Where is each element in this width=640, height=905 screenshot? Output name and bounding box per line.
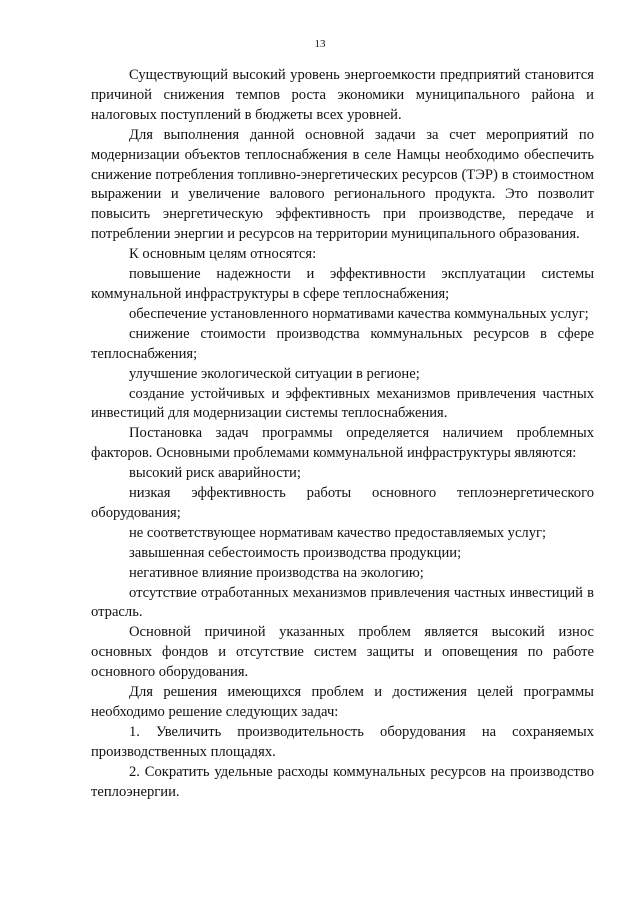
- paragraph: К основным целям относятся:: [129, 246, 317, 263]
- list-item: снижение стоимости производства коммунальных ресурсов в сфере теплоснабжения;: [91, 325, 594, 362]
- list-item: повышение надежности и эффективности эксплуатации системы коммунальной инфраструктуры в сфере теплоснабжения;: [91, 266, 594, 302]
- paragraph: Для решения имеющихся проблем и достижения целей программы необходимо решение следующих задач:: [91, 684, 594, 720]
- list-item: не соответствующее нормативам качество предоставляемых услуг;: [129, 524, 547, 541]
- numbered-item: 2. Сократить удельные расходы коммунальных ресурсов на производство теплоэнергии.: [91, 763, 594, 800]
- list-item: отсутствие отработанных механизмов привлечения частных инвестиций в отрасль.: [91, 584, 594, 621]
- list-item: улучшение экологической ситуации в регионе;: [129, 365, 420, 382]
- numbered-item: 1. Увеличить производительность оборудования на сохраняемых производственных площадях.: [91, 723, 594, 760]
- paragraph: Существующий высокий уровень энергоемкости предприятий становится причиной снижения темпов роста экономики муниципального района и налоговых поступлений в бюджеты всех уровней.: [91, 67, 594, 123]
- paragraph: Для выполнения данной основной задачи за счет мероприятий по модернизации объектов теплоснабжения в селе Намцы необходимо обеспечить снижение потребления топливно-энергетических ресурсов (ТЭР) в стоимостном выражении и увеличение валового регионального продукта. Это позволит повысить энергетическую эффективность при производстве, передаче и потреблении энергии и ресурсов на территории муниципального образования.: [91, 126, 594, 243]
- list-item: обеспечение установленного нормативами качества коммунальных услуг;: [129, 305, 589, 322]
- body-text: [91, 66, 594, 803]
- list-item: низкая эффективность работы основного теплоэнергетического оборудования;: [91, 485, 594, 521]
- paragraph: Основной причиной указанных проблем является высокий износ основных фондов и отсутствие систем защиты и оповещения по работе основного оборудования.: [91, 624, 594, 681]
- paragraph: Постановка задач программы определяется наличием проблемных факторов. Основными проблемами коммунальной инфраструктуры являются:: [91, 425, 594, 462]
- page-number: 13: [314, 38, 326, 50]
- list-item: завышенная себестоимость производства продукции;: [129, 544, 462, 561]
- list-item: высокий риск аварийности;: [129, 465, 301, 482]
- list-item: создание устойчивых и эффективных механизмов привлечения частных инвестиций для модернизации системы теплоснабжения.: [91, 385, 594, 422]
- list-item: негативное влияние производства на экологию;: [129, 564, 424, 581]
